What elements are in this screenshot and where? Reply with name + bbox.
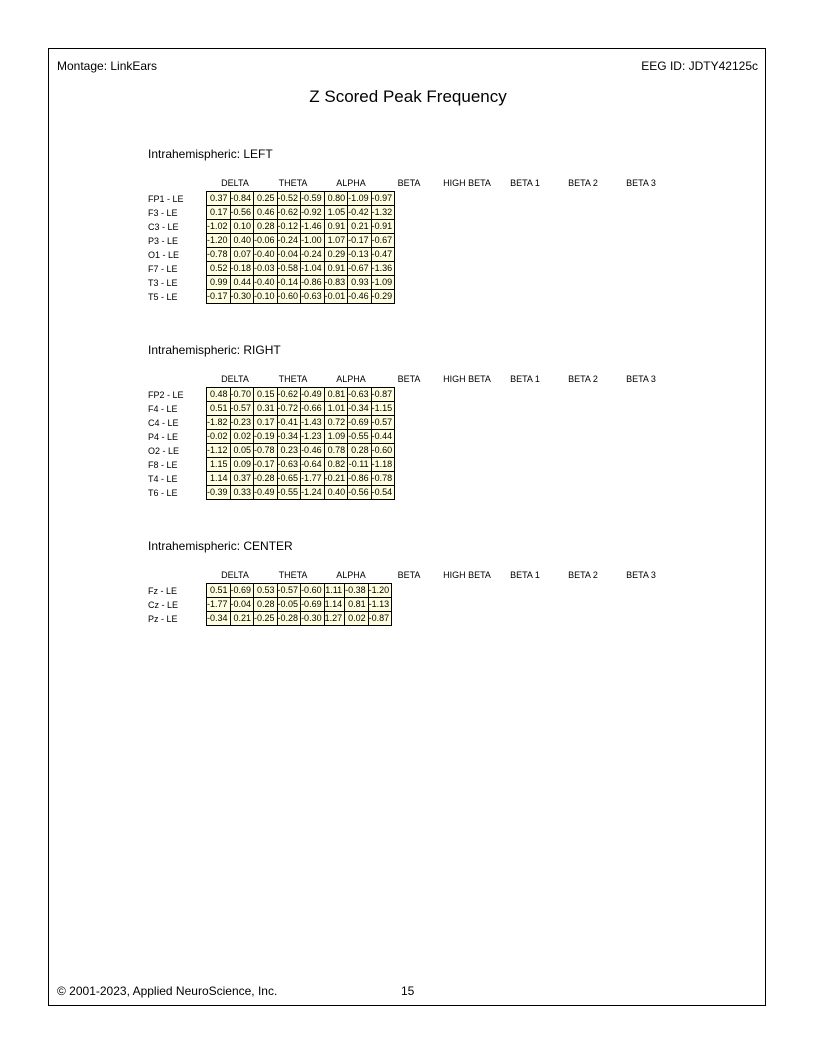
column-header: DELTA [221,178,249,188]
data-table [206,583,392,626]
table-cell: -0.63 [277,458,301,472]
table-cell: 0.91 [324,262,348,276]
table-cell: -1.09 [348,192,372,206]
table-cell: 0.17 [254,416,278,430]
table-row [207,416,395,430]
table-cell: -0.86 [301,276,325,290]
table-cell: -0.03 [254,262,278,276]
table-row [207,220,395,234]
table-cell: -0.86 [348,472,372,486]
table-cell: -0.23 [230,416,254,430]
row-label: Fz - LE [148,586,178,596]
column-header: THETA [278,374,308,384]
table-cell: 0.15 [254,388,278,402]
table-cell: 1.15 [207,458,231,472]
table-cell: 0.81 [345,598,369,612]
table-cell: 0.93 [348,276,372,290]
table-cell: 1.05 [324,206,348,220]
table-cell: -0.24 [301,248,325,262]
column-header: BETA [397,570,421,580]
section-title: Intrahemispheric: LEFT [148,147,273,161]
table-cell: -0.34 [207,612,231,626]
column-header: ALPHA [336,570,366,580]
table-cell: -0.91 [371,220,395,234]
table-cell: -0.01 [324,290,348,304]
table-cell: -0.67 [348,262,372,276]
section-title: Intrahemispheric: RIGHT [148,343,281,357]
table-cell: 0.52 [207,262,231,276]
table-cell: -1.13 [368,598,392,612]
table-cell: -0.55 [277,486,301,500]
table-cell: -0.59 [301,192,325,206]
table-cell: -0.06 [254,234,278,248]
table-cell: 0.09 [230,458,254,472]
table-cell: 0.72 [324,416,348,430]
table-cell: -0.69 [301,598,325,612]
table-cell: 0.02 [230,430,254,444]
table-cell: -0.17 [254,458,278,472]
table-cell: -0.56 [230,206,254,220]
section-title: Intrahemispheric: CENTER [148,539,293,553]
column-header: BETA 3 [626,374,656,384]
column-header: HIGH BETA [443,570,491,580]
table-cell: -1.02 [207,220,231,234]
table-cell: -0.63 [348,388,372,402]
table-row [207,472,395,486]
table-cell: 0.53 [254,584,278,598]
column-header: ALPHA [336,178,366,188]
page-title: Z Scored Peak Frequency [309,87,507,106]
table-cell: -0.19 [254,430,278,444]
table-cell: 0.05 [230,444,254,458]
table-cell: -0.38 [345,584,369,598]
column-header: BETA [397,178,421,188]
table-cell: 0.33 [230,486,254,500]
column-header: DELTA [221,374,249,384]
row-label: P3 - LE [148,236,179,246]
table-cell: -0.05 [277,598,301,612]
table-row [207,262,395,276]
table-row [207,612,392,626]
table-cell: -0.28 [277,612,301,626]
table-cell: -1.77 [207,598,231,612]
table-cell: -0.30 [230,290,254,304]
table-cell: 0.07 [230,248,254,262]
table-cell: -0.49 [301,388,325,402]
table-cell: 1.09 [324,430,348,444]
table-cell: 0.51 [207,402,231,416]
table-cell: -0.60 [301,584,325,598]
table-cell: -0.60 [277,290,301,304]
table-cell: 0.44 [230,276,254,290]
column-header: BETA 1 [510,178,540,188]
table-cell: -0.10 [254,290,278,304]
row-label: F7 - LE [148,264,178,274]
row-label: P4 - LE [148,432,179,442]
table-cell: -0.62 [277,206,301,220]
copyright-notice: © 2001-2023, Applied NeuroScience, Inc. [57,984,278,998]
table-cell: -0.66 [301,402,325,416]
table-row [207,458,395,472]
table-cell: -0.72 [277,402,301,416]
row-label: Pz - LE [148,614,178,624]
table-cell: -0.40 [254,248,278,262]
table-cell: -1.20 [368,584,392,598]
row-label: T6 - LE [148,488,178,498]
table-cell: 1.27 [324,612,345,626]
table-cell: -0.67 [371,234,395,248]
table-cell: -1.77 [301,472,325,486]
table-cell: -0.49 [254,486,278,500]
table-cell: 1.14 [324,598,345,612]
column-header: HIGH BETA [443,374,491,384]
row-label: F3 - LE [148,208,178,218]
montage-label: Montage: LinkEars [57,59,158,73]
table-cell: -0.42 [348,206,372,220]
table-cell: -0.13 [348,248,372,262]
column-header: BETA 1 [510,374,540,384]
table-cell: -0.41 [277,416,301,430]
table-cell: -1.23 [301,430,325,444]
table-cell: 0.28 [348,444,372,458]
table-cell: -1.36 [371,262,395,276]
table-cell: 0.31 [254,402,278,416]
row-label: C4 - LE [148,418,179,428]
table-cell: -0.78 [254,444,278,458]
table-cell: 1.07 [324,234,348,248]
table-cell: 0.21 [348,220,372,234]
table-cell: -0.25 [254,612,278,626]
table-cell: -1.43 [301,416,325,430]
table-cell: 0.29 [324,248,348,262]
table-cell: -0.92 [301,206,325,220]
table-cell: -0.57 [371,416,395,430]
table-cell: -0.21 [324,472,348,486]
section-left [148,147,656,302]
row-label: F8 - LE [148,460,178,470]
table-row [207,290,395,304]
table-cell: 0.17 [207,206,231,220]
table-cell: -1.09 [371,276,395,290]
table-row [207,206,395,220]
table-cell: -0.57 [230,402,254,416]
table-row [207,248,395,262]
column-header: THETA [278,178,308,188]
table-row [207,486,395,500]
table-cell: -0.04 [230,598,254,612]
row-label: FP1 - LE [148,194,184,204]
row-label: C3 - LE [148,222,179,232]
column-header: BETA 2 [568,374,598,384]
table-cell: -0.56 [348,486,372,500]
table-cell: -1.00 [301,234,325,248]
table-cell: -0.04 [277,248,301,262]
table-row [207,598,392,612]
column-header: BETA 1 [510,570,540,580]
table-cell: -0.34 [348,402,372,416]
table-row [207,430,395,444]
table-row [207,192,395,206]
column-header: BETA 3 [626,178,656,188]
table-cell: -0.63 [301,290,325,304]
table-cell: 0.28 [254,598,278,612]
data-table [206,191,395,304]
table-cell: -0.87 [371,388,395,402]
table-cell: -0.30 [301,612,325,626]
table-cell: 0.37 [230,472,254,486]
table-cell: 1.01 [324,402,348,416]
table-cell: -1.12 [207,444,231,458]
table-row [207,584,392,598]
table-cell: 0.25 [254,192,278,206]
table-cell: -1.82 [207,416,231,430]
table-cell: -0.97 [371,192,395,206]
table-cell: 0.80 [324,192,348,206]
table-cell: -0.57 [277,584,301,598]
table-cell: 0.78 [324,444,348,458]
table-cell: 1.14 [207,472,231,486]
table-cell: -1.20 [207,234,231,248]
row-label: FP2 - LE [148,390,184,400]
table-cell: -0.55 [348,430,372,444]
table-cell: 0.48 [207,388,231,402]
table-row [207,402,395,416]
column-header: THETA [278,570,308,580]
table-cell: -0.78 [371,472,395,486]
table-cell: -0.54 [371,486,395,500]
table-cell: -0.14 [277,276,301,290]
table-cell: -0.69 [230,584,254,598]
table-cell: -0.17 [348,234,372,248]
table-cell: -0.62 [277,388,301,402]
column-header: BETA 2 [568,570,598,580]
table-row [207,388,395,402]
table-cell: -0.60 [371,444,395,458]
table-cell: -0.65 [277,472,301,486]
table-cell: 0.81 [324,388,348,402]
table-cell: -1.18 [371,458,395,472]
table-cell: 0.91 [324,220,348,234]
table-cell: -1.46 [301,220,325,234]
table-cell: -0.87 [368,612,392,626]
table-cell: -0.84 [230,192,254,206]
table-cell: -0.39 [207,486,231,500]
table-cell: -0.34 [277,430,301,444]
table-cell: -0.47 [371,248,395,262]
table-cell: 0.40 [230,234,254,248]
table-row [207,444,395,458]
section-center [148,539,656,624]
row-label: T5 - LE [148,292,178,302]
table-cell: -0.70 [230,388,254,402]
table-cell: -0.83 [324,276,348,290]
table-cell: 0.02 [345,612,369,626]
table-cell: 0.51 [207,584,231,598]
table-cell: -1.32 [371,206,395,220]
row-labels [148,192,184,304]
row-label: T4 - LE [148,474,178,484]
table-cell: -0.64 [301,458,325,472]
table-cell: 0.40 [324,486,348,500]
table-cell: -0.46 [348,290,372,304]
table-cell: -0.18 [230,262,254,276]
row-label: T3 - LE [148,278,178,288]
table-cell: -1.24 [301,486,325,500]
data-table [206,387,395,500]
table-row [207,276,395,290]
table-cell: 0.37 [207,192,231,206]
table-cell: -0.29 [371,290,395,304]
table-cell: 0.21 [230,612,254,626]
table-cell: 1.11 [324,584,345,598]
table-cell: -0.69 [348,416,372,430]
table-cell: -0.12 [277,220,301,234]
table-cell: -0.78 [207,248,231,262]
section-right [148,343,656,498]
row-label: O1 - LE [148,250,180,260]
table-cell: -0.46 [301,444,325,458]
table-cell: -1.15 [371,402,395,416]
table-cell: 0.23 [277,444,301,458]
table-cell: 0.10 [230,220,254,234]
table-cell: -0.02 [207,430,231,444]
column-header: HIGH BETA [443,178,491,188]
page-number: 15 [401,984,415,998]
row-labels [148,388,184,500]
column-header: ALPHA [336,374,366,384]
table-cell: 0.82 [324,458,348,472]
table-cell: 0.46 [254,206,278,220]
table-cell: 0.28 [254,220,278,234]
table-cell: -0.40 [254,276,278,290]
table-cell: -1.04 [301,262,325,276]
column-header: BETA 2 [568,178,598,188]
column-header: BETA 3 [626,570,656,580]
column-header: DELTA [221,570,249,580]
table-cell: -0.24 [277,234,301,248]
eeg-id-label: EEG ID: JDTY42125c [641,59,758,73]
row-label: Cz - LE [148,600,179,610]
row-label: O2 - LE [148,446,180,456]
table-cell: -0.11 [348,458,372,472]
table-row [207,234,395,248]
table-cell: -0.58 [277,262,301,276]
row-labels [148,584,178,626]
row-label: F4 - LE [148,404,178,414]
table-cell: -0.44 [371,430,395,444]
table-cell: -0.28 [254,472,278,486]
table-cell: -0.17 [207,290,231,304]
column-header: BETA [397,374,421,384]
table-cell: 0.99 [207,276,231,290]
table-cell: -0.52 [277,192,301,206]
